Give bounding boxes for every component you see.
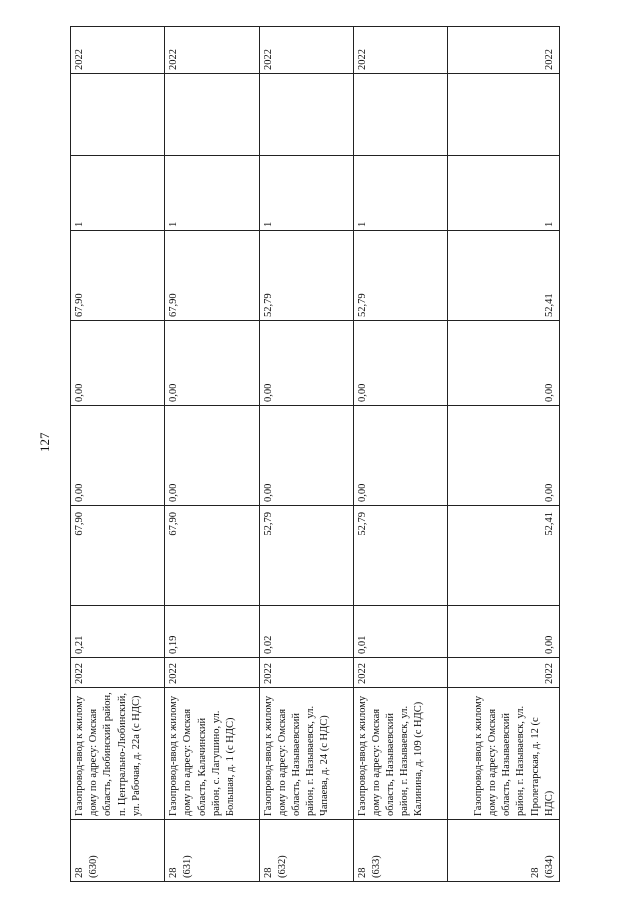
value-cell: 0,00 <box>165 406 259 506</box>
value-cell: 52,79 <box>259 506 353 606</box>
value-cell: 1 <box>353 156 447 231</box>
year-cell: 2022 <box>71 658 165 688</box>
value-cell: 52,79 <box>353 506 447 606</box>
row-number-cell: 28 (630) <box>71 820 165 882</box>
table-row <box>448 27 560 882</box>
value-cell: 67,90 <box>71 231 165 321</box>
row-number-cell: 28 (634) <box>448 820 560 882</box>
object-name-cell: Газопровод-ввод к жилому дому по адресу: Омская область, Любинский район, п. Центрально-Любинский, ул. Рабочая, д. 22а (с НДС) <box>71 688 165 820</box>
table-row <box>259 27 353 882</box>
year-cell: 2022 <box>259 658 353 688</box>
value-cell: 0,00 <box>353 406 447 506</box>
table-row <box>71 27 165 882</box>
year-cell: 2022 <box>71 27 165 74</box>
value-cell: 52,41 <box>448 506 560 606</box>
year-cell: 2022 <box>448 658 560 688</box>
value-cell: 0,00 <box>165 321 259 406</box>
value-cell: 0,01 <box>353 606 447 658</box>
year-cell: 2022 <box>353 27 447 74</box>
object-name-cell: Газопровод-ввод к жилому дому по адресу: Омская область, Называевский район, г. Называевск, ул. Пролетарская, д. 12 (с НДС) <box>448 688 560 820</box>
value-cell: 52,79 <box>353 231 447 321</box>
value-cell: 0,00 <box>259 406 353 506</box>
value-cell: 0,00 <box>448 606 560 658</box>
value-cell: 67,90 <box>71 506 165 606</box>
value-cell: 0,02 <box>259 606 353 658</box>
value-cell: 0,00 <box>448 321 560 406</box>
year-cell: 2022 <box>259 27 353 74</box>
value-cell: 0,00 <box>448 406 560 506</box>
value-cell: 1 <box>259 156 353 231</box>
object-name-cell: Газопровод-ввод к жилому дому по адресу: Омская область, Калачинский район, с. Лагушино, ул. Большая, д. 1 (с НДС) <box>165 688 259 820</box>
value-cell: 52,41 <box>448 231 560 321</box>
value-cell: 0,00 <box>259 321 353 406</box>
value-cell: 1 <box>71 156 165 231</box>
value-cell <box>71 74 165 156</box>
value-cell: 0,00 <box>71 321 165 406</box>
rotated-table-container <box>70 27 560 882</box>
year-cell: 2022 <box>165 27 259 74</box>
table-row <box>353 27 447 882</box>
row-number-cell: 28 (631) <box>165 820 259 882</box>
value-cell: 1 <box>165 156 259 231</box>
value-cell: 67,90 <box>165 231 259 321</box>
value-cell <box>259 74 353 156</box>
table-row <box>165 27 259 882</box>
value-cell: 52,79 <box>259 231 353 321</box>
object-name-cell: Газопровод-ввод к жилому дому по адресу: Омская область, Называевский район, г. Называевск, ул. Чапаева, д. 24 (с НДС) <box>259 688 353 820</box>
value-cell <box>448 74 560 156</box>
investment-table <box>70 26 560 882</box>
value-cell: 0,19 <box>165 606 259 658</box>
value-cell: 0,00 <box>71 406 165 506</box>
row-number-cell: 28 (632) <box>259 820 353 882</box>
value-cell: 0,21 <box>71 606 165 658</box>
value-cell <box>165 74 259 156</box>
value-cell: 0,00 <box>353 321 447 406</box>
page-number: 127 <box>37 432 52 452</box>
value-cell: 67,90 <box>165 506 259 606</box>
year-cell: 2022 <box>448 27 560 74</box>
object-name-cell: Газопровод-ввод к жилому дому по адресу: Омская область, Называевский район, г. Называевск, ул. Калинина, д. 109 (с НДС) <box>353 688 447 820</box>
value-cell <box>353 74 447 156</box>
row-number-cell: 28 (633) <box>353 820 447 882</box>
year-cell: 2022 <box>353 658 447 688</box>
value-cell: 1 <box>448 156 560 231</box>
year-cell: 2022 <box>165 658 259 688</box>
